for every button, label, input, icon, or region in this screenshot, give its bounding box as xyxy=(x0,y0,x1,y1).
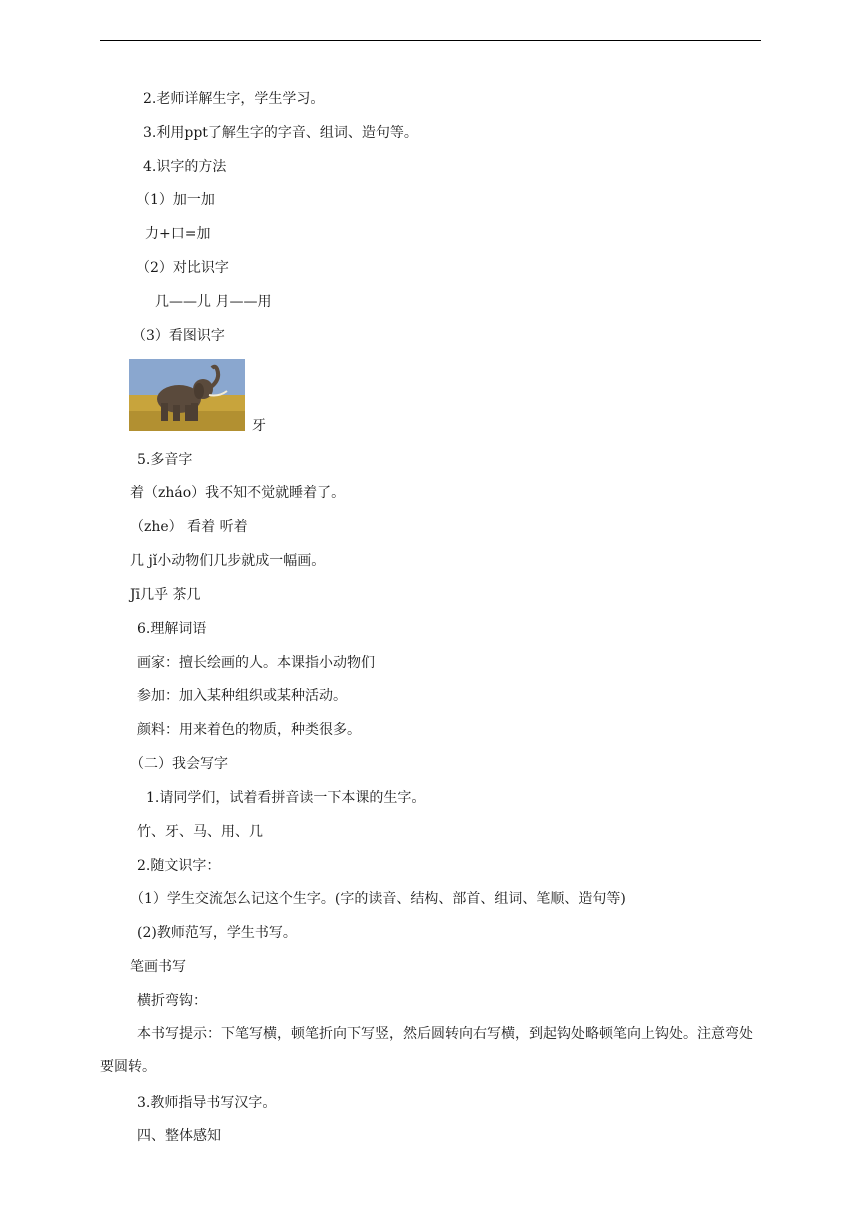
text-line: 几 jǐ小动物们几步就成一幅画。 xyxy=(130,553,326,569)
text-line: （3）看图识字 xyxy=(132,328,225,344)
text-line: 4.识字的方法 xyxy=(143,159,227,175)
text-line: 2.老师详解生字，学生学习。 xyxy=(143,91,325,107)
text-line: （2）对比识字 xyxy=(136,260,229,276)
text-line: 3.利用ppt了解生字的字音、组词、造句等。 xyxy=(143,125,418,141)
text-line: 笔画书写 xyxy=(130,959,186,975)
text-line: （1）加一加 xyxy=(136,192,215,208)
text-line: 牙 xyxy=(252,418,266,434)
text-line: (2)教师范写，学生书写。 xyxy=(137,925,297,941)
text-line: 1.请同学们，试着看拼音读一下本课的生字。 xyxy=(146,790,426,806)
text-line: （zhe） 看着 听着 xyxy=(130,519,248,535)
text-line: （二）我会写字 xyxy=(130,756,228,772)
text-line: 四、整体感知 xyxy=(137,1128,221,1144)
paragraph: 本书写提示：下笔写横，顿笔折向下写竖，然后圆转向右写横，到起钩处略顿笔向上钩处。注意弯处要圆转。 xyxy=(100,1026,753,1075)
text-line: Jī几乎 茶几 xyxy=(130,587,201,603)
header-rule xyxy=(100,40,761,41)
text-line: （1）学生交流怎么记这个生字。(字的读音、结构、部首、组词、笔顺、造句等) xyxy=(130,891,626,907)
text-line: 颜料：用来着色的物质，种类很多。 xyxy=(137,722,361,738)
text-line: 几——儿 月——用 xyxy=(155,294,272,310)
text-line: 竹、牙、马、用、几 xyxy=(137,824,263,840)
text-line: 3.教师指导书写汉字。 xyxy=(137,1095,277,1111)
text-line: 着（zháo）我不知不觉就睡着了。 xyxy=(130,485,346,501)
text-line: 画家：擅长绘画的人。本课指小动物们 xyxy=(137,655,375,671)
text-line: 2.随文识字： xyxy=(137,858,221,874)
elephant-photo xyxy=(129,359,245,431)
text-line: 参加：加入某种组织或某种活动。 xyxy=(137,688,347,704)
text-line: 6.理解词语 xyxy=(137,621,207,637)
text-line: 力+口=加 xyxy=(145,226,211,242)
elephant-icon xyxy=(129,359,245,431)
text-line: 5.多音字 xyxy=(137,452,193,468)
text-line: 横折弯钩： xyxy=(137,993,207,1009)
